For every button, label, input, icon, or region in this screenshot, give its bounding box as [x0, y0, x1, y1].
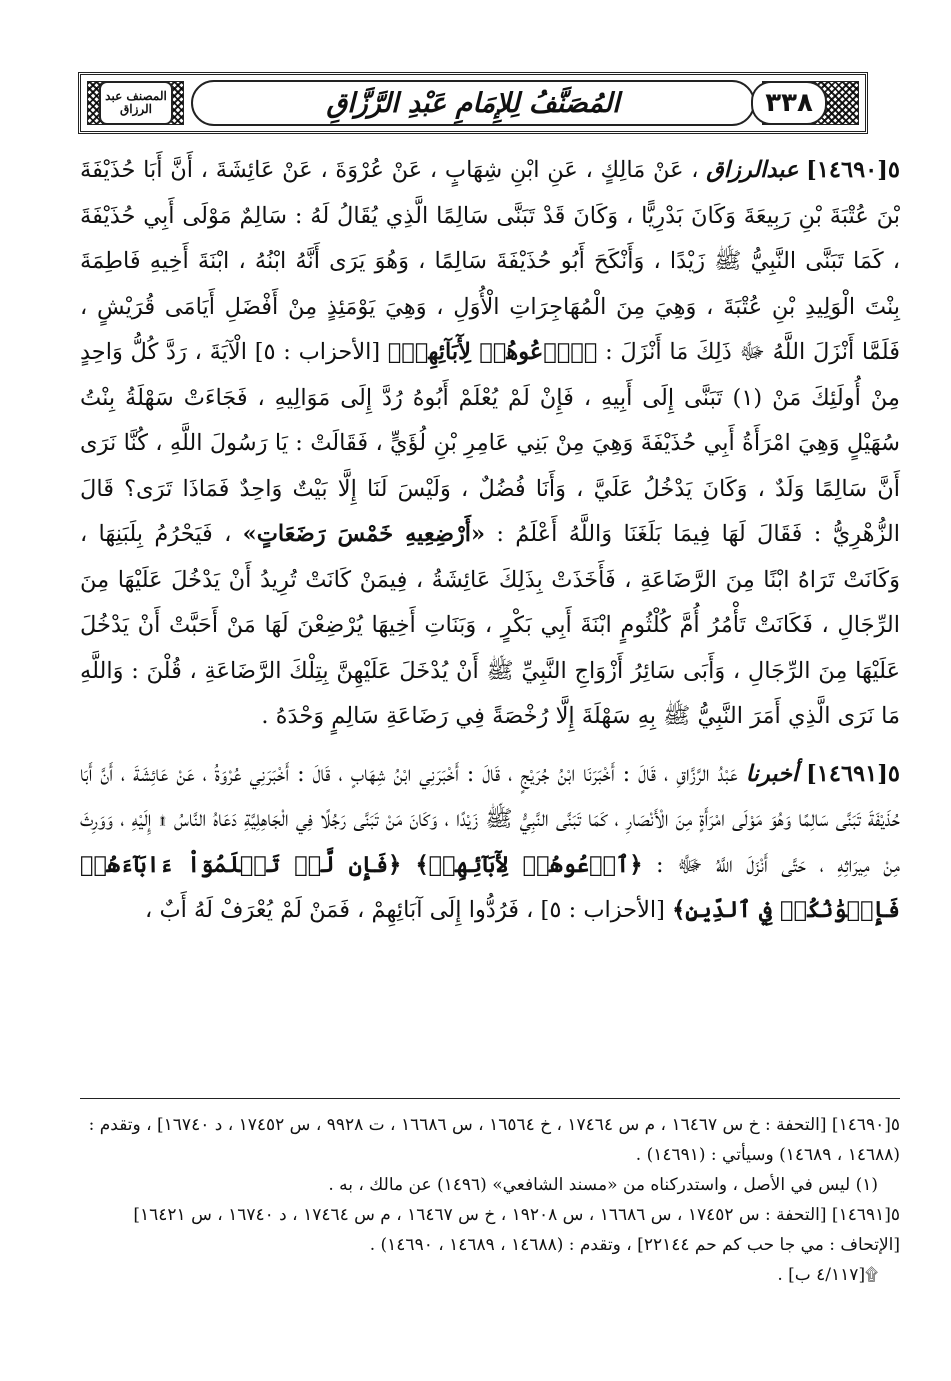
page-number: ٣٣٨: [751, 81, 827, 125]
book-emblem: المصنف عبد الرزاق: [99, 81, 173, 125]
footnote-takhrij-14690: ٥[١٤٦٩٠] [التحفة : خ س ١٦٤٦٧ ، م س ١٧٤٦٤ ، خ ١٦٥٦٤ ، س ١٦٦٨٦ ، ت ٩٩٢٨ ، س ١٧٤٥٢ ، د ١٦٧٤٠] ، وتقدم : (١٤٦٨٨ ، ١٤٦٨٩) وسيأتي : (١٤٦٩١) .: [88, 1115, 900, 1165]
narrator-phrase: أخبرنا: [745, 760, 799, 787]
prophetic-saying: «أَرْضِعِيهِ خَمْسَ رَضَعَاتٍ»: [242, 521, 486, 547]
footnote-1: (١) ليس في الأصل ، واستدركناه من «مسند الشافعي» (١٤٩٦) عن مالك ، به .: [328, 1175, 878, 1195]
footnote-takhrij-14691: ٥[١٤٦٩١] [التحفة : س ١٧٤٥٢ ، س ١٦٦٨٦ ، س ١٩٢٠٨ ، خ س ١٦٤٦٧ ، م س ١٧٤٦٤ ، د ١٦٧٤٠ ، س ١٦٤٢١] [الإتحاف : مي جا حب كم حم ٢٢١٤٤] ، وتقدم : (١٤٦٨٨ ، ١٤٦٨٩ ، ١٤٦٩٠) .: [133, 1205, 900, 1255]
narrator-name: عبدالرزاق: [706, 157, 799, 183]
book-title: المُصَنَّفُ لِلإِمَامِ عَبْدِ الرَّزَّاقِ: [326, 87, 620, 119]
quran-verse: ﴿ٱدۡعُوهُمۡ لِأٓبَآئِهِمۡ﴾: [387, 339, 598, 365]
hadith-text-continued: [الأحزاب : ٥] ، فَرُدُّوا إِلَى آبَائِهِمْ ، فَمَنْ لَمْ يُعْرَفْ لَهُ أَبٌ ،: [145, 897, 665, 923]
hadith-14691: [80, 752, 900, 934]
hadith-number: ٥[١٤٦٩١]: [806, 760, 900, 787]
hadith-text: عَبْدُ الرَّزَّاقِ ، قَالَ : أَخْبَرَنَا ابْنُ جُرَيْجٍ ، قَالَ : أَخْبَرَنِي ابْنُ شِهَابٍ ، قَالَ : أَخْبَرَنِي عُرْوَةُ ، عَنْ عَائِشَةَ ، أَنَّ أَبَا حُذَيْفَةَ تَبَنَّى سَالِمًا وَهُوَ مَوْلَى امْرَأَةٍ مِنَ الْأَنْصَارِ ، كَمَا تَبَنَّى النَّبِيُّ ﷺ زَيْدًا ، وَكَانَ مَنْ تَبَنَّى رَجُلًا فِي الْجَاهِلِيَّةِ دَعَاهُ النَّاسُ ۩ إِلَيْهِ ، وَوَرِثَ مِنْ مِيرَاثِهِ ، حَتَّى أَنْزَلَ اللَّهُ ﷻ :: [80, 760, 900, 878]
footnote-divider: [80, 1098, 900, 1099]
footnotes: [80, 1110, 900, 1290]
hadith-text-continued: [الأحزاب : ٥] الْآيَةَ ، رَدَّ كُلُّ وَاحِدٍ مِنْ أُولَئِكَ مَنْ (١) تَبَنَّى إِلَى أَبِيهِ ، فَإِنْ لَمْ يُعْلَمْ أَبُوهُ رُدَّ إِلَى مَوَالِيهِ ، فَجَاءَتْ سَهْلَةُ بِنْتُ سُهَيْلٍ وَهِيَ امْرَأَةُ أَبِي حُذَيْفَةَ وَهِيَ مِنْ بَنِي عَامِرِ بْنِ لُؤَيٍّ ، فَقَالَتْ : يَا رَسُولَ اللَّهِ ، كُنَّا نَرَى أَنَّ سَالِمًا وَلَدٌ ، وَكَانَ يَدْخُلُ عَلَيَّ ، وَأَنَا فُضُلٌ ، وَلَيْسَ لَنَا إِلَّا بَيْتٌ وَاحِدٌ فَمَاذَا تَرَى؟ قَالَ الزُّهْرِيُّ : فَقَالَ لَهَا فِيمَا بَلَغَنَا وَاللَّهُ أَعْلَمُ :: [80, 339, 900, 547]
main-text: [80, 148, 900, 934]
quran-verse: ﴿ٱدۡعُوهُمۡ لِأٓبَآئِهِمۡ﴾ ﴿فَإِن لَّمۡ تَعۡلَمُوٓاْ ءَابَآءَهُمۡ فَإِخۡوَٰنُكُمۡ فِي ٱلدِّينِ﴾: [80, 851, 900, 923]
running-header: [78, 72, 868, 134]
hadith-text: ، عَنْ مَالِكٍ ، عَنِ ابْنِ شِهَابٍ ، عَنْ عُرْوَةَ ، عَنْ عَائِشَةَ ، أَنَّ أَبَا حُذَيْفَةَ بْنَ عُتْبَةَ بْنِ رَبِيعَةَ وَكَانَ بَدْرِيًّا ، وَكَانَ قَدْ تَبَنَّى سَالِمًا الَّذِي يُقَالُ لَهُ : سَالِمٌ مَوْلَى أَبِي حُذَيْفَةَ ، كَمَا تَبَنَّى النَّبِيُّ ﷺ زَيْدًا ، وَأَنْكَحَ أَبُو حُذَيْفَةَ سَالِمًا ، وَهُوَ يَرَى أَنَّهُ ابْنُهُ ، ابْنَةَ أَخِيهِ فَاطِمَةَ بِنْتَ الْوَلِيدِ بْنِ عُتْبَةَ ، وَهِيَ مِنَ الْمُهَاجِرَاتِ الْأُوَلِ ، وَهِيَ يَوْمَئِذٍ مِنْ أَفْضَلِ أَيَامَى قُرَيْشٍ ، فَلَمَّا أَنْزَلَ اللَّهُ ﷻ ذَلِكَ مَا أَنْزَلَ :: [80, 157, 901, 365]
footnote-manuscript-ref: ۩[٤/١١٧ ب] .: [777, 1265, 878, 1285]
hadith-number: ٥[١٤٦٩٠]: [806, 157, 900, 183]
title-cartouche: [191, 80, 755, 126]
hadith-text-end: ، فَيَحْرُمُ بِلَبَنِهَا ، وَكَانَتْ تَرَاهُ ابْنًا مِنَ الرَّضَاعَةِ ، فَأَخَذَتْ بِذَلِكَ عَائِشَةُ ، فِيمَنْ كَانَتْ تُرِيدُ أَنْ يَدْخُلَ عَلَيْهَا مِنَ الرِّجَالِ ، فَكَانَتْ تَأْمُرُ أُمَّ كُلْثُومٍ ابْنَةَ أَبِي بَكْرٍ ، وَبَنَاتِ أَخِيهَا يُرْضِعْنَ لَهَا مَنْ أَحَبَّتْ أَنْ يَدْخُلَ عَلَيْهَا مِنَ الرِّجَالِ ، وَأَبَى سَائِرُ أَزْوَاجِ النَّبِيِّ ﷺ أَنْ يُدْخَلَ عَلَيْهِنَّ بِتِلْكَ الرَّضَاعَةِ ، قُلْنَ : وَاللَّهِ مَا نَرَى الَّذِي أَمَرَ النَّبِيُّ ﷺ بِهِ سَهْلَةَ إِلَّا رُخْصَةً فِي رَضَاعَةِ سَالِمٍ وَحْدَهُ .: [80, 521, 900, 729]
hadith-14690: [80, 148, 900, 740]
